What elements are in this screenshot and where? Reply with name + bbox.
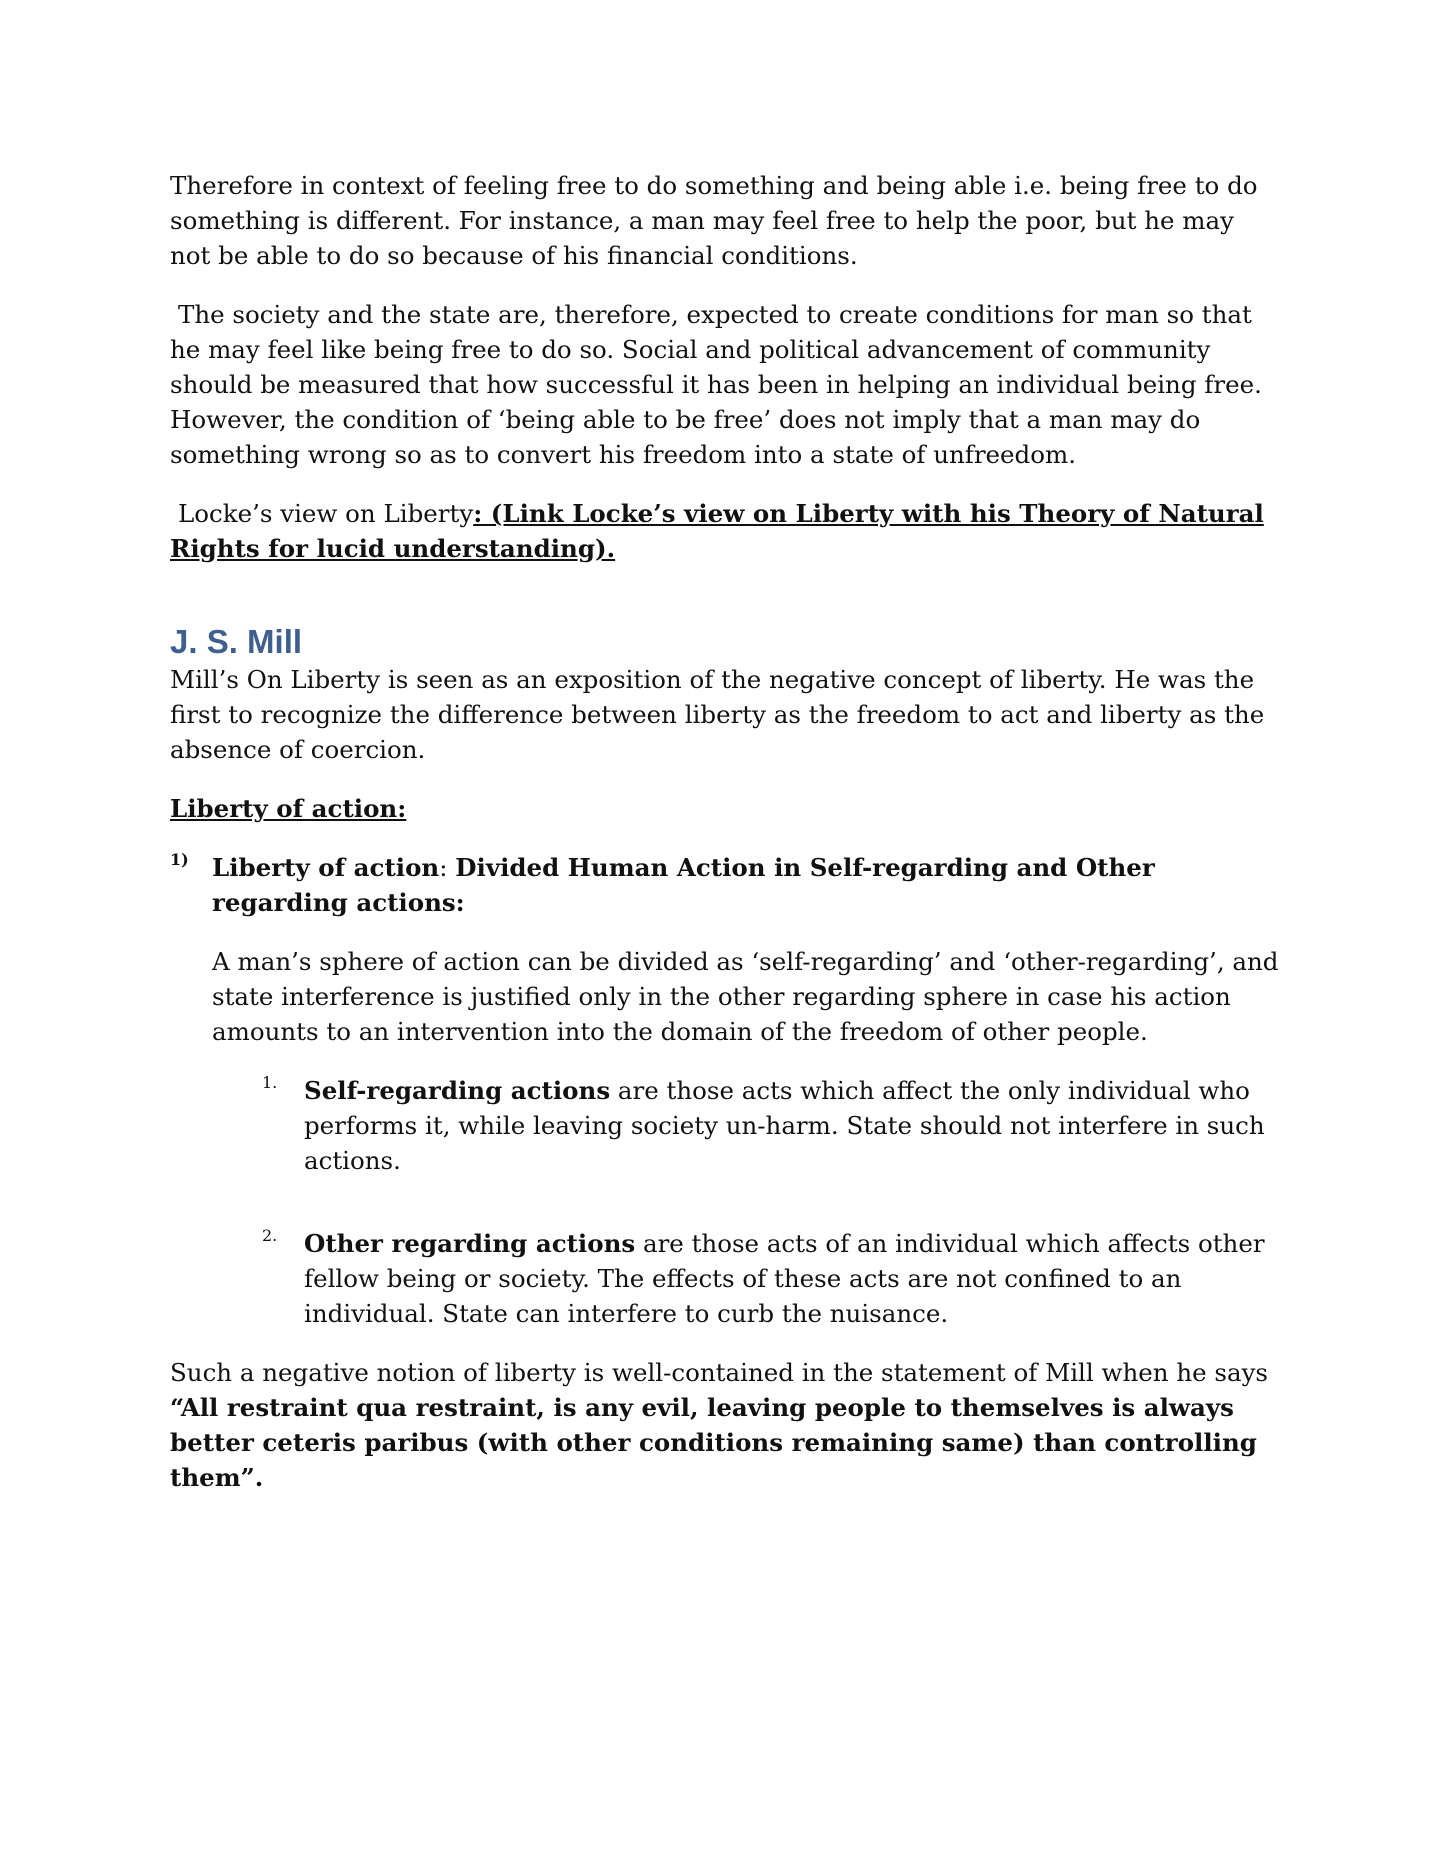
term-self-regarding: Self-regarding actions bbox=[304, 1076, 611, 1105]
list-item-other-regarding bbox=[260, 1226, 1280, 1331]
list-item-rest: Divided Human Action in Self-regarding and Other regarding actions: bbox=[212, 853, 1155, 917]
list-number: 2. bbox=[262, 1226, 278, 1245]
list-number: 1. bbox=[262, 1073, 278, 1092]
definition-other-regarding: are those acts of an individual which affects other fellow being or society. The effects of these acts are not confined to an individual. State can interfere to curb the nuisance. bbox=[304, 1229, 1265, 1328]
list-item-sep: : bbox=[439, 853, 456, 882]
term-other-regarding: Other regarding actions bbox=[304, 1229, 636, 1258]
action-types-list bbox=[260, 1073, 1280, 1331]
paragraph-feeling-free: Therefore in context of feeling free to do something and being able i.e. being free to do something is different. For instance, a man may feel free to help the poor, but he may not be able to do so because of his financial conditions. bbox=[170, 171, 1258, 270]
liberty-of-action-label: Liberty of action: bbox=[170, 794, 407, 823]
list-item-text bbox=[212, 850, 1280, 920]
negative-notion-lead: Such a negative notion of liberty is well-contained in the statement of Mill when he says bbox=[170, 1358, 1268, 1387]
section-heading-mill: J. S. Mill bbox=[170, 623, 303, 660]
paragraph-mill-intro: Mill’s On Liberty is seen as an exposition of the negative concept of liberty. He was the first to recognize the difference between liberty as the freedom to act and liberty as the absence of coercion. bbox=[170, 665, 1265, 764]
paragraph-locke bbox=[170, 496, 1280, 566]
paragraph-negative-notion bbox=[170, 1355, 1280, 1495]
list-number: 1) bbox=[170, 850, 189, 869]
locke-prefix: Locke’s view on Liberty bbox=[178, 499, 474, 528]
definition-self-regarding: are those acts which affect the only individual who performs it, while leaving society un-harm. State should not interfere in such actions. bbox=[304, 1076, 1265, 1175]
mill-quote: “All restraint qua restraint, is any evil, leaving people to themselves is always better ceteris paribus (with other conditions remaining same) than controlling them”. bbox=[170, 1393, 1257, 1492]
document-page bbox=[170, 168, 1280, 1519]
list-item-liberty-of-action bbox=[170, 850, 1280, 920]
list-item-self-regarding bbox=[260, 1073, 1280, 1178]
paragraph-sphere-of-action: A man’s sphere of action can be divided as ‘self-regarding’ and ‘other-regarding’, and state interference is justified only in the other regarding sphere in case his action amounts to an intervention into the domain of the freedom of other people. bbox=[212, 947, 1279, 1046]
locke-link-note: : (Link Locke’s view on Liberty with his Theory of Natural Rights for lucid understanding). bbox=[170, 499, 1264, 563]
paragraph-society-state: The society and the state are, therefore, expected to create conditions for man so that he may feel like being free to do so. Social and political advancement of community should be measured that how successful it has been in helping an individual being free. However, the condition of ‘being able to be free’ does not imply that a man may do something wrong so as to convert his freedom into a state of unfreedom. bbox=[170, 300, 1262, 469]
list-item-text bbox=[304, 1226, 1280, 1331]
list-item-lead: Liberty of action bbox=[212, 853, 440, 882]
list-item-text bbox=[304, 1073, 1280, 1178]
